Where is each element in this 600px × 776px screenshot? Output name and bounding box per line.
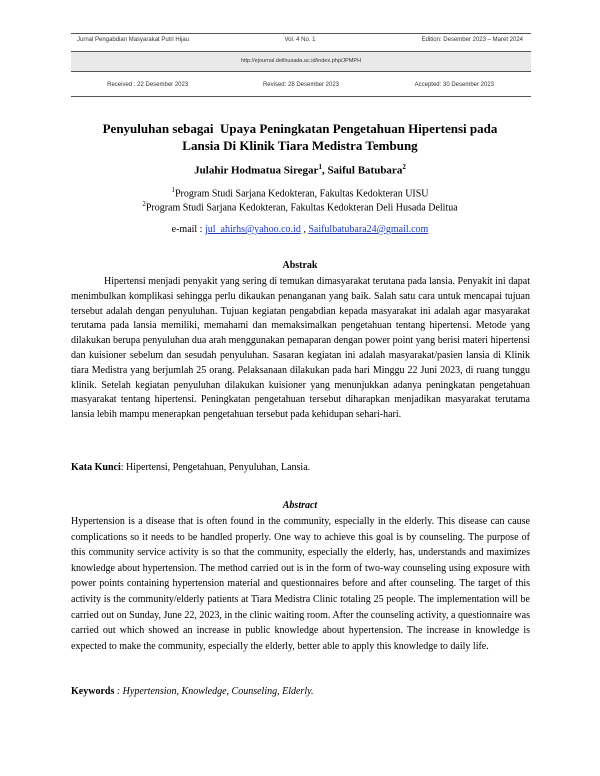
header-bottom-line [71,96,531,97]
affiliation-1-marker: 1 [171,186,175,194]
abstract-body: Hypertension is a disease that is often found in the community, especially in the elderly. This disease can cause complications so it needs to be handled properly. One way to achieve this goal is by counseling. The purpose of this community service activity is so that the community, especially the elderly, has, understands and maximizes knowledge about hypertension. The method carried out is in the form of two-way counseling using exposure with power points containing hypertension material and questionnaires before and after counseling. The target of this activity is the community/elderly patients at Tiara Medistra Clinic totaling 25 people. The implementation will be carried out on Sunday, June 22, 2023, in the clinic waiting room. After the counseling activity, a questionnaire was carried out which showed an increase in public knowledge about hypertension. The increase in knowledge is expected to make the community, especially the elderly, better able to apply this knowledge to daily life. [71,516,530,652]
journal-url: http://ejournal.delihusada.ac.id/index.php/JPMPH [240,58,362,64]
abstract-keywords [71,685,530,700]
author-1: Julahir Hodmatua Siregar [194,164,319,177]
received-date: Received : 22 Desember 2023 [107,82,189,88]
abstrak-keywords-text: : Hipertensi, Pengetahuan, Penyuluhan, Lansia. [120,462,311,473]
affiliation-2 [60,200,540,213]
revised-date: Revised: 28 Desember 2023 [262,82,340,88]
email-separator: , [300,224,309,235]
affiliation-2-text: Program Studi Sarjana Kedokteran, Fakultas Kedokteran Deli Husada Delitua [145,202,458,214]
header-dates-row [71,82,531,88]
abstract-keywords-text: : Hypertension, Knowledge, Counseling, Elderly. [114,686,314,697]
abstract-heading: Abstract [282,500,318,511]
email-line [60,224,540,235]
title-line-2: Lansia Di Klinik Tiara Medistra Tembung [182,138,418,153]
header-url-bottom-line [71,71,531,72]
author-2: Saiful Batubara [327,164,403,177]
abstrak-keywords [71,461,530,476]
edition-range: Edition: Desember 2023 – Maret 2024 [421,37,524,43]
author-separator: , [321,164,328,177]
affiliation-2-marker: 2 [142,200,146,208]
title-line-1: Penyuluhan sebagai Upaya Peningkatan Pengetahuan Hipertensi pada [102,121,498,136]
header-journal-row [71,37,531,43]
author-list [60,163,540,177]
header-top-line [71,33,531,34]
affiliation-1 [60,186,540,199]
journal-name: Jurnal Pengabdian Masyarakat Putri Hijau [77,37,190,43]
affiliation-1-text: Program Studi Sarjana Kedokteran, Fakultas Kedokteran UISU [174,188,429,200]
abstrak-body: Hipertensi menjadi penyakit yang sering di temukan dimasyarakat terutana pada lansia. Penyakit ini dapat menimbulkan komplikasi sehingga perlu dikaukan penanganan yang baik. Salah satu cara untuk mencapai tujuan tersebut adalah dengan penyuluhan. Tujuan kegiatan pengabdian kepada masyarakat ini adalah agar masyarakat terutama pada lansia memiliki, memahami dan memaksimalkan pengetahuan tentang hipertensi. Metode yang dilakukan berupa penyuluhan dua arah menggunakan pemaparan dengan power point yang berisi materi hipertensi dan kuisioner sebelum dan sesudah penyuluhan. Sasaran kegiatan ini adalah masyarakat/pasien lansia di Klinik tiara Medistra yang berjumlah 25 orang. Pelaksanaan dilakukan pada hari Minggu 22 Juni 2023, di ruang tunggu klinik. Setelah kegiatan penyuluhan dilakukan kuisioner yang menunjukkan adanya peningkatan pengetahuan masyarakat tentang hipertensi. Peningkatan pengetahuan tersebut diharapkan menjadikan masyarakat terutama lansia lebih mampu menerapkan pengetahuan tersebut pada kehidupan sehari-hari. [71,276,530,421]
author-2-affil: 2 [402,163,406,171]
article-title [60,120,540,154]
email-label: e-mail : [171,224,205,235]
abstrak-keywords-label: Kata Kunci [71,462,121,473]
email-link-1[interactable]: jul_ahirhs@yahoo.co.id [204,224,301,235]
accepted-date: Accepted: 30 Desember 2023 [414,82,495,88]
author-1-affil: 1 [318,163,322,171]
email-link-2[interactable]: Saifulbatubara24@gmail.com [308,224,429,235]
abstract-keywords-label: Keywords [71,686,115,697]
abstrak-heading: Abstrak [282,260,318,271]
volume-number: Vol. 4 No. 1 [284,37,316,43]
